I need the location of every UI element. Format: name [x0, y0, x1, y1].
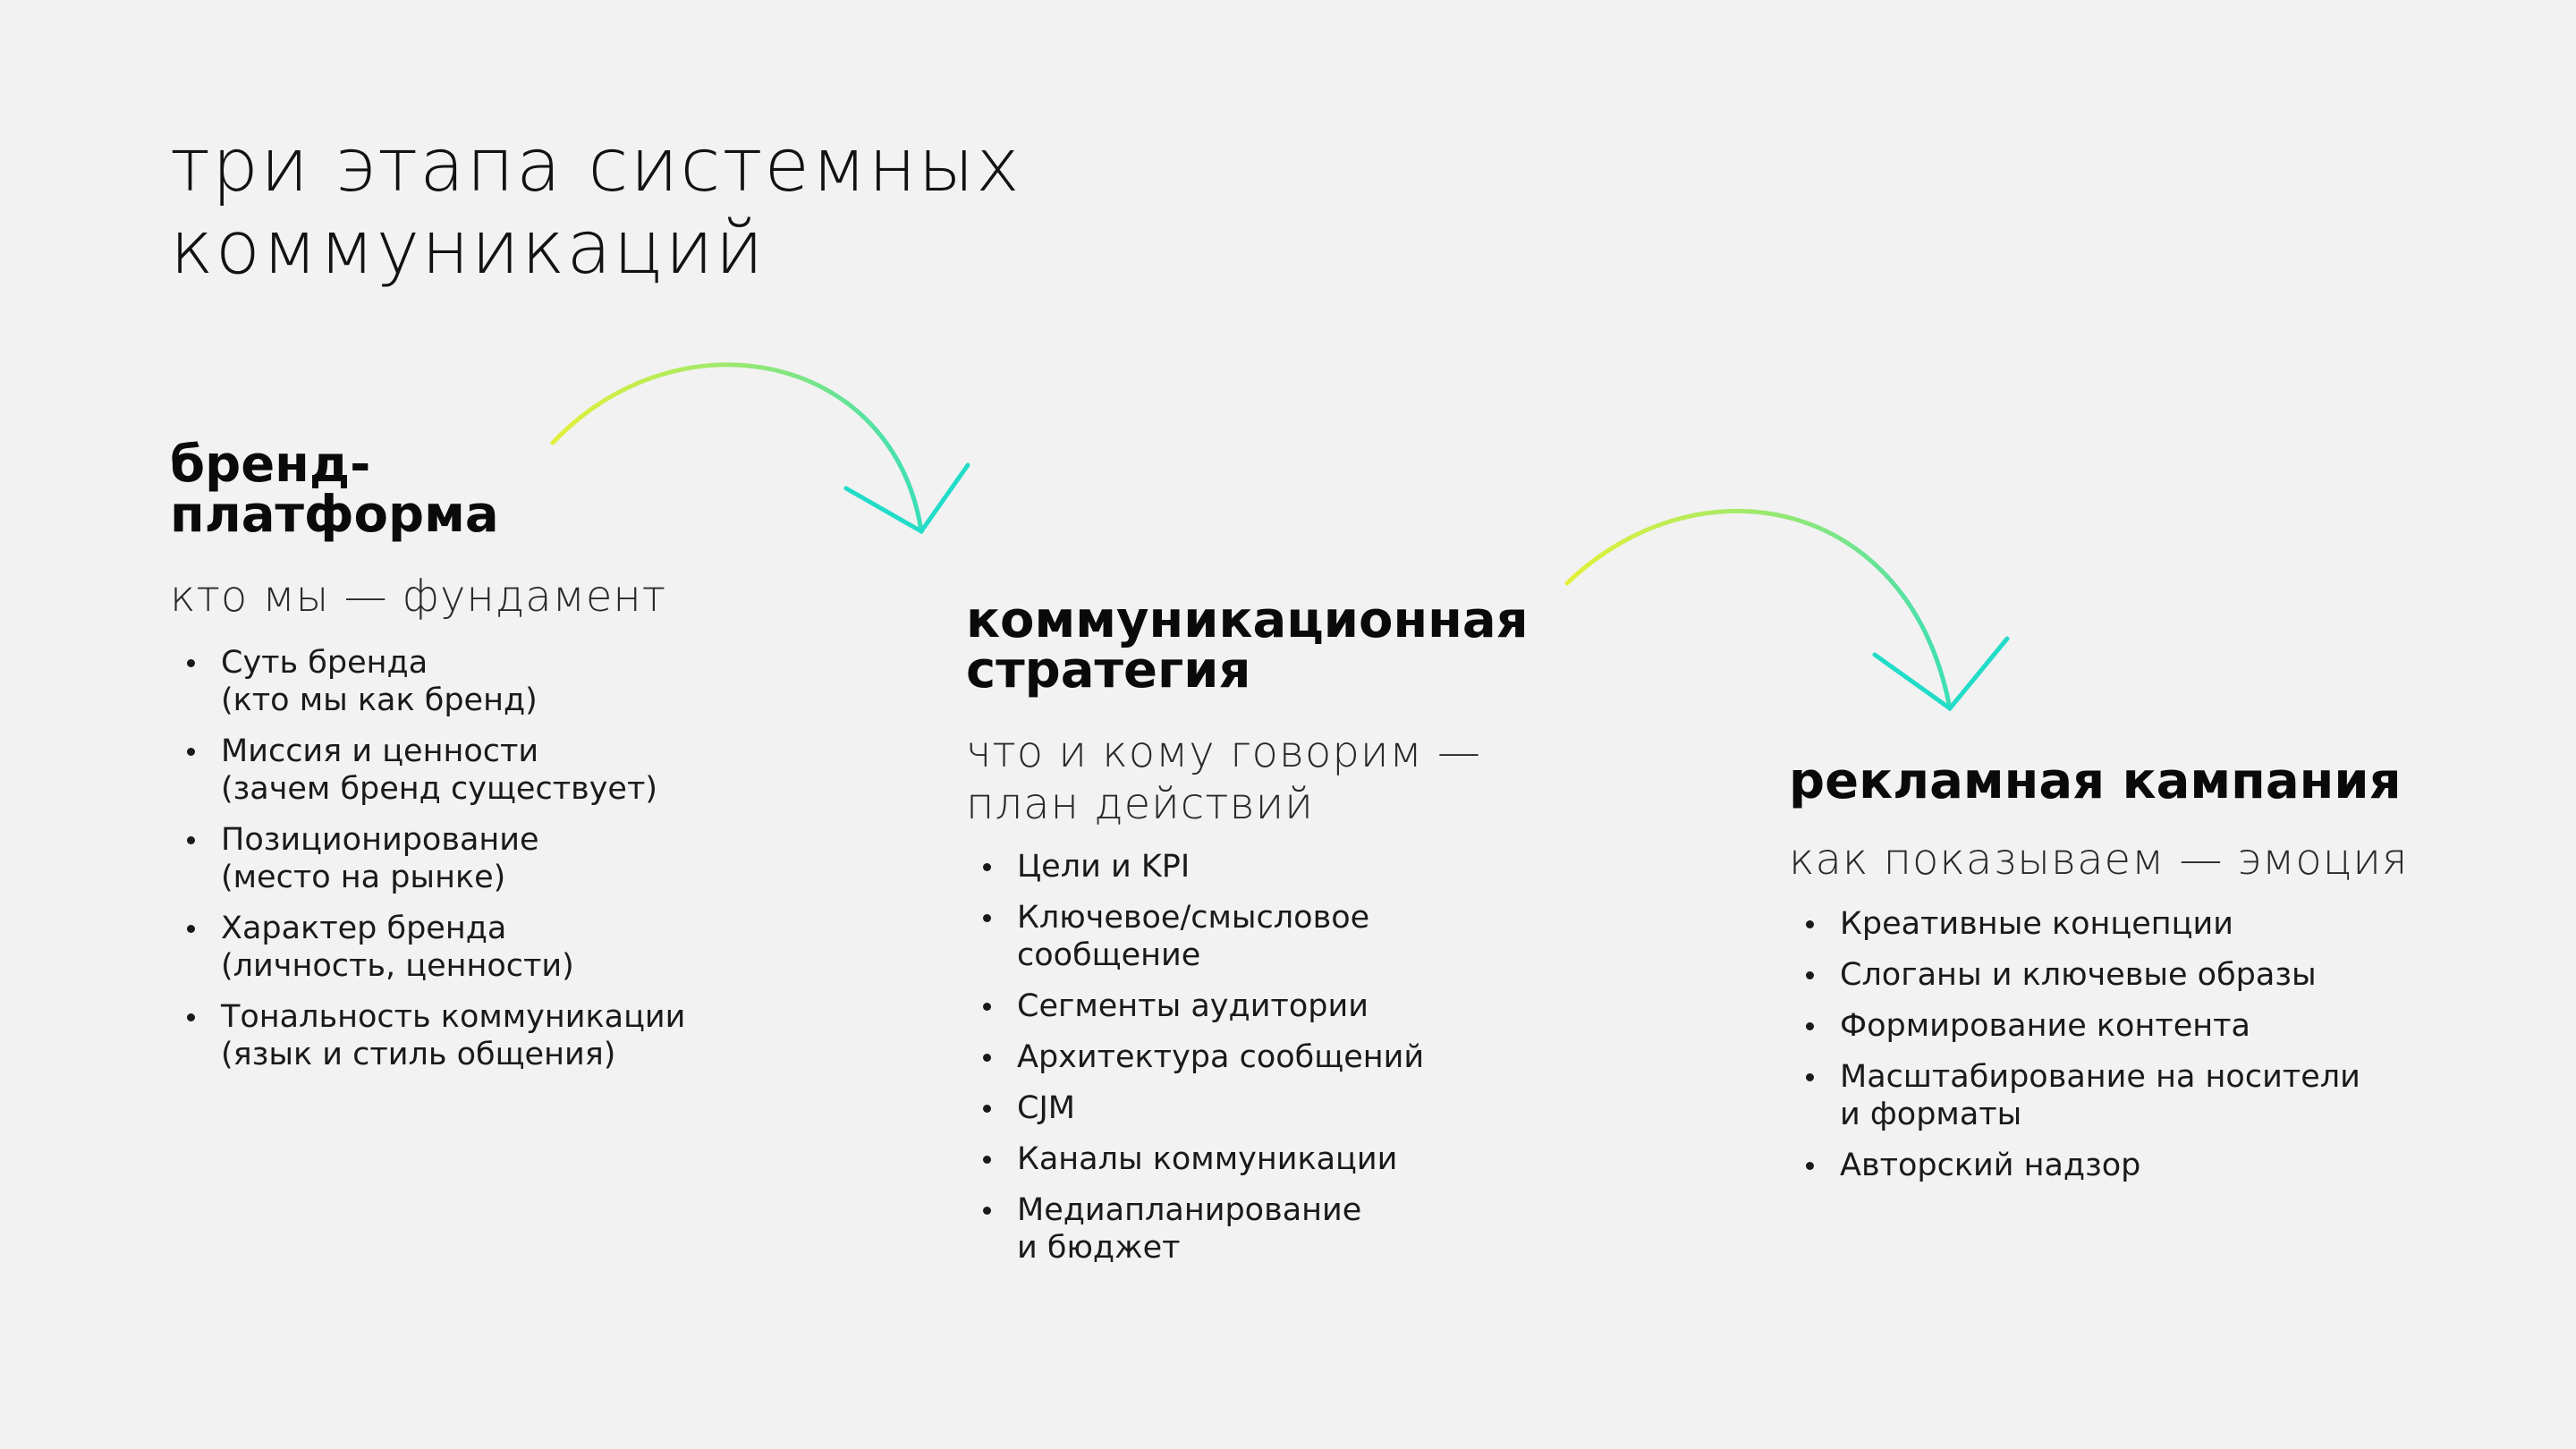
list-item-note: (язык и стиль общения): [221, 1037, 616, 1072]
list-item: [1789, 956, 2408, 994]
stage-title-line: платформа: [170, 486, 499, 544]
stage-subtitle-line: план действий: [966, 779, 1314, 829]
list-item-note: (место на рынке): [221, 860, 506, 895]
page-title: [170, 125, 1021, 290]
list-item: [966, 987, 1529, 1025]
stage-title-line: стратегия: [966, 641, 1251, 699]
stage-title: [966, 591, 1529, 699]
page-title-line: три этапа системных: [170, 123, 1021, 208]
stage-subtitle-line: кто мы — фундамент: [170, 572, 667, 622]
list-item-text: Масштабирование на носители: [1840, 1059, 2360, 1095]
list-item-note: сообщение: [1017, 937, 1201, 973]
list-item: [170, 821, 685, 896]
stage-subtitle: [1789, 834, 2408, 886]
list-item-note: и форматы: [1840, 1097, 2022, 1132]
list-item-text: Каналы коммуникации: [1017, 1141, 1398, 1177]
list-item-text: Формирование контента: [1840, 1008, 2250, 1044]
list-item: [966, 1191, 1529, 1267]
stage-subtitle-line: что и кому говорим —: [966, 727, 1481, 777]
list-item-text: Цели и KPI: [1017, 849, 1191, 885]
stage-item-list: [966, 848, 1529, 1267]
list-item: [966, 1089, 1529, 1127]
list-item-text: Ключевое/смысловое: [1017, 900, 1370, 936]
stage-title-line: рекламная кампания: [1789, 752, 2402, 810]
list-item: [1789, 1147, 2408, 1184]
list-item-text: Миссия и ценности: [221, 733, 539, 769]
stage-subtitle-line: как показываем — эмоция: [1789, 835, 2409, 885]
list-item-note: (кто мы как бренд): [221, 682, 538, 718]
list-item: [170, 644, 685, 719]
list-item: [1789, 1007, 2408, 1045]
list-item: [1789, 905, 2408, 943]
stage-communication-strategy: [966, 591, 1529, 1280]
list-item-text: Авторский надзор: [1840, 1148, 2141, 1183]
list-item-text: Тональность коммуникации: [221, 999, 686, 1035]
page-title-line: коммуникаций: [170, 206, 766, 291]
list-item-note: (личность, ценности): [221, 948, 574, 984]
list-item: [966, 1140, 1529, 1178]
list-item-note: и бюджет: [1017, 1230, 1181, 1266]
stage-subtitle: [170, 571, 685, 623]
list-item-text: Позиционирование: [221, 822, 539, 858]
stage-title-line: бренд-: [170, 436, 371, 494]
list-item-text: Суть бренда: [221, 645, 428, 681]
stage-title-line: коммуникационная: [966, 591, 1529, 649]
list-item: [170, 910, 685, 985]
stage-brand-platform: [170, 436, 686, 1087]
list-item-text: Креативные концепции: [1840, 906, 2233, 942]
list-item-note: (зачем бренд существует): [221, 771, 658, 807]
list-item: [170, 998, 685, 1073]
list-item-text: Сегменты аудитории: [1017, 988, 1368, 1024]
curved-arrow-icon: [1567, 511, 2007, 708]
list-item-text: Архитектура сообщений: [1017, 1039, 1425, 1075]
stage-title: [1789, 752, 2408, 810]
list-item: [966, 848, 1529, 886]
list-item: [170, 733, 685, 808]
stage-item-list: [1789, 905, 2408, 1184]
stage-ad-campaign: [1789, 752, 2409, 1198]
list-item: [966, 1038, 1529, 1076]
stage-subtitle: [966, 726, 1529, 830]
list-item-text: CJM: [1017, 1090, 1075, 1126]
stage-title: [170, 436, 685, 544]
list-item-text: Слоганы и ключевые образы: [1840, 957, 2317, 993]
list-item: [966, 899, 1529, 974]
stage-item-list: [170, 644, 685, 1073]
list-item: [1789, 1058, 2408, 1133]
list-item-text: Характер бренда: [221, 911, 507, 946]
list-item-text: Медиапланирование: [1017, 1192, 1362, 1228]
